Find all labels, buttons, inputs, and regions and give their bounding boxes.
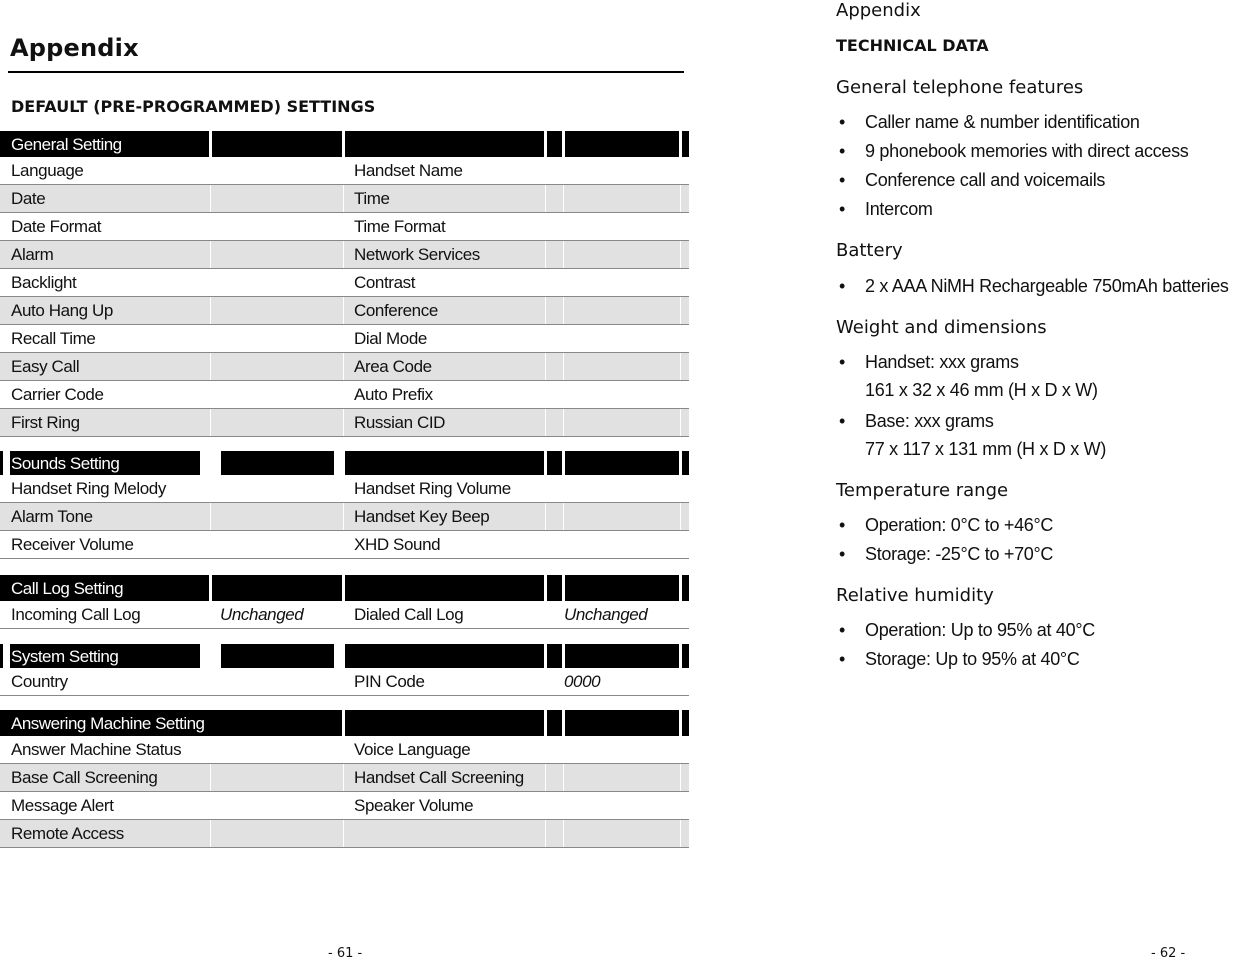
setting-name: Handset Key Beep (354, 507, 490, 526)
bullet-icon: • (839, 276, 846, 296)
setting-name: Auto Hang Up (11, 301, 113, 320)
table-row (0, 820, 689, 848)
group-header (0, 131, 689, 157)
bullet-icon: • (839, 544, 846, 564)
setting-name: Conference (354, 301, 438, 320)
setting-name: Incoming Call Log (11, 605, 141, 624)
group-header (0, 575, 689, 601)
setting-name: Russian CID (354, 413, 446, 432)
title-divider (8, 71, 684, 73)
bullet-icon: • (839, 112, 846, 132)
setting-name: Contrast (354, 273, 416, 292)
bullet-icon: • (839, 170, 846, 190)
weight-heading: Weight and dimensions (836, 317, 1047, 338)
page-number: - 61 - (328, 946, 363, 961)
table-row (0, 269, 689, 297)
bullet-icon: • (839, 141, 846, 161)
page-title: Appendix (836, 0, 921, 21)
group-header-label: General Setting (11, 135, 122, 154)
group-header (0, 451, 689, 475)
setting-name: Language (11, 161, 84, 180)
setting-name: XHD Sound (354, 535, 441, 554)
table-row (0, 381, 689, 409)
setting-name: Country (11, 672, 68, 691)
table-row (0, 185, 689, 213)
setting-name: Date (11, 189, 46, 208)
setting-name: Dial Mode (354, 329, 427, 348)
group-general-setting (0, 131, 689, 437)
battery-heading: Battery (836, 240, 903, 261)
bullet-icon: • (839, 411, 846, 431)
bullet-icon: • (839, 620, 846, 640)
group-header-label: Answering Machine Setting (11, 714, 205, 733)
table-row (0, 792, 689, 820)
table-row (0, 668, 689, 696)
table-row (0, 736, 689, 764)
temperature-heading: Temperature range (836, 480, 1009, 501)
setting-name: Message Alert (11, 796, 114, 815)
bullet-icon: • (839, 515, 846, 535)
setting-name: Alarm Tone (11, 507, 93, 526)
list-item-continuation: 77 x 117 x 131 mm (H x D x W) (865, 439, 1107, 459)
setting-name: Base Call Screening (11, 768, 158, 787)
setting-name: Recall Time (11, 329, 96, 348)
setting-name: Alarm (11, 245, 54, 264)
setting-value: Unchanged (220, 605, 304, 624)
bullet-icon: • (839, 352, 846, 372)
table-row (0, 503, 689, 531)
setting-name: Date Format (11, 217, 102, 236)
setting-name: Handset Name (354, 161, 463, 180)
table-row (0, 213, 689, 241)
setting-name: Handset Call Screening (354, 768, 524, 787)
setting-name: Handset Ring Melody (11, 479, 166, 498)
setting-name: Remote Access (11, 824, 124, 843)
table-row (0, 353, 689, 381)
setting-name: Answer Machine Status (11, 740, 182, 759)
group-header (0, 644, 689, 668)
table-row (0, 157, 689, 185)
table-row (0, 601, 689, 629)
setting-name: Receiver Volume (11, 535, 134, 554)
setting-name: Handset Ring Volume (354, 479, 511, 498)
list-item-continuation: 161 x 32 x 46 mm (H x D x W) (865, 380, 1098, 400)
setting-name: Network Services (354, 245, 480, 264)
table-row (0, 475, 689, 503)
group-header-label: System Setting (11, 647, 119, 666)
bullet-icon: • (839, 199, 846, 219)
setting-name: First Ring (11, 413, 80, 432)
table-row (0, 297, 689, 325)
page-title: Appendix (10, 34, 139, 62)
setting-value: 0000 (564, 672, 601, 691)
bullet-icon: • (839, 649, 846, 669)
group-system-setting (0, 644, 689, 696)
setting-name: Area Code (354, 357, 432, 376)
table-row (0, 531, 689, 559)
setting-name: Carrier Code (11, 385, 104, 404)
section-heading: TECHNICAL DATA (836, 36, 989, 55)
section-heading: DEFAULT (PRE-PROGRAMMED) SETTINGS (11, 97, 376, 116)
humidity-heading: Relative humidity (836, 585, 994, 606)
setting-name: Speaker Volume (354, 796, 474, 815)
setting-name: PIN Code (354, 672, 425, 691)
setting-value: Unchanged (564, 605, 648, 624)
group-answering-machine-setting (0, 710, 689, 848)
table-row (0, 325, 689, 353)
group-header-label: Sounds Setting (11, 454, 120, 473)
setting-name: Voice Language (354, 740, 471, 759)
table-row (0, 241, 689, 269)
setting-name: Auto Prefix (354, 385, 433, 404)
group-header (0, 710, 689, 736)
setting-name: Backlight (11, 273, 77, 292)
group-call-log-setting (0, 575, 689, 629)
setting-name: Time (354, 189, 390, 208)
setting-name: Easy Call (11, 357, 80, 376)
group-header-label: Call Log Setting (11, 579, 124, 598)
setting-name: Dialed Call Log (354, 605, 464, 624)
features-heading: General telephone features (836, 77, 1084, 98)
table-row (0, 409, 689, 437)
group-sounds-setting (0, 451, 689, 559)
page-number: - 62 - (1151, 946, 1186, 961)
setting-name: Time Format (354, 217, 446, 236)
table-row (0, 764, 689, 792)
